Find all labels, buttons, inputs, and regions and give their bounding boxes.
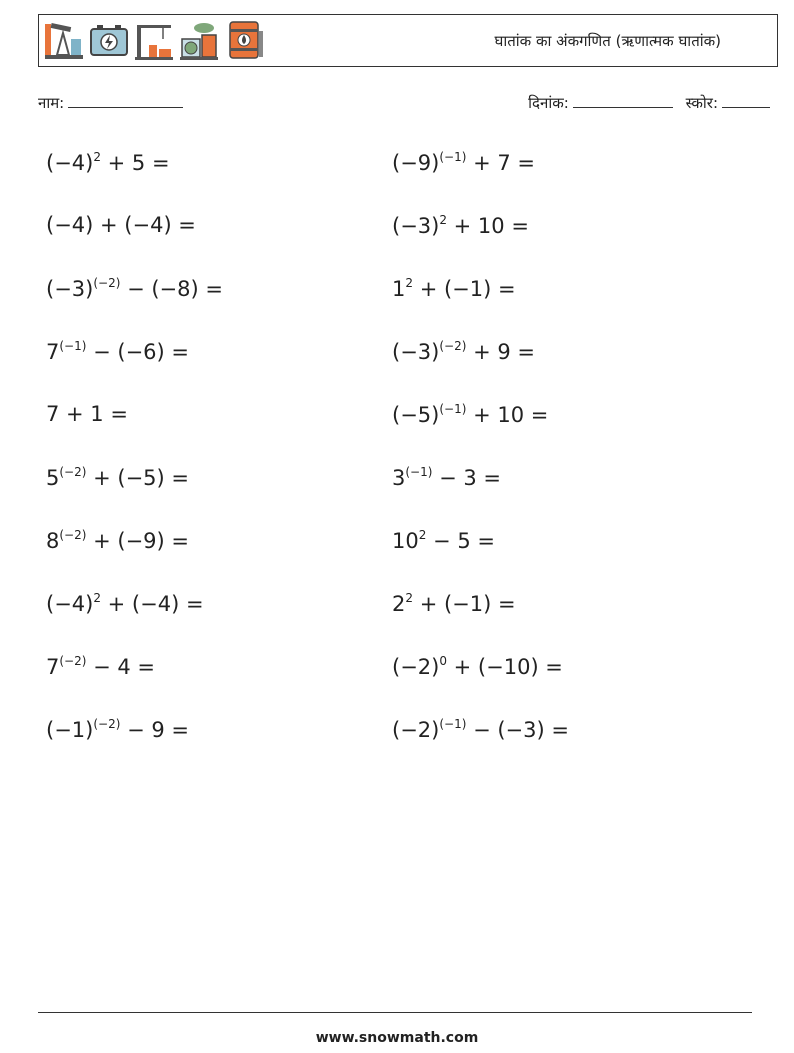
problem-rest: + 10 = xyxy=(446,214,529,238)
problem-base: (−4) xyxy=(46,151,94,175)
date-score-fields xyxy=(528,93,770,113)
problem-rest: − (−8) = xyxy=(120,277,223,301)
battery-icon xyxy=(88,19,130,61)
problem-exponent: 2 xyxy=(93,591,101,605)
problem-item xyxy=(46,717,189,742)
footer-url: www.snowmath.com xyxy=(315,1030,479,1046)
problem-exponent: (−2) xyxy=(59,654,87,668)
problem-exponent: (−2) xyxy=(59,465,87,479)
score-blank[interactable] xyxy=(722,93,770,108)
problem-base: 7 + 1 = xyxy=(46,402,128,426)
problem-item xyxy=(392,654,563,679)
problem-exponent: 2 xyxy=(418,528,427,542)
problem-rest: + (−5) = xyxy=(86,466,189,490)
problem-rest: + 10 = xyxy=(466,403,549,427)
problem-item xyxy=(46,465,189,490)
factory-icon xyxy=(178,19,220,61)
header-icons xyxy=(43,19,265,61)
problem-item xyxy=(46,591,204,616)
problem-item xyxy=(392,465,501,490)
problem-exponent: (−1) xyxy=(439,717,467,731)
problem-rest: − 4 = xyxy=(86,655,156,679)
problem-base: (−2) xyxy=(392,718,440,742)
crane-icon xyxy=(133,19,175,61)
problem-base: (−4) + (−4) = xyxy=(46,213,196,237)
problem-exponent: 2 xyxy=(439,213,447,227)
problem-base: 8 xyxy=(46,529,60,553)
problem-base: 10 xyxy=(392,529,419,553)
problem-base: 1 xyxy=(392,277,406,301)
problem-item xyxy=(46,654,155,679)
problem-item xyxy=(392,528,495,553)
problem-base: (−2) xyxy=(392,655,440,679)
problem-exponent: (−2) xyxy=(59,528,87,542)
problem-rest: + (−1) = xyxy=(413,277,516,301)
name-label: नाम: xyxy=(38,94,65,112)
problem-item xyxy=(392,150,535,175)
problem-item xyxy=(46,402,128,426)
problem-exponent: (−2) xyxy=(93,276,121,290)
problem-rest: − 9 = xyxy=(120,718,189,742)
problem-rest: + 7 = xyxy=(466,151,535,175)
problem-exponent: (−1) xyxy=(439,402,467,416)
problem-rest: − 3 = xyxy=(432,466,502,490)
score-label: स्कोर: xyxy=(685,94,718,112)
problem-rest: + (−4) = xyxy=(100,592,204,616)
date-blank[interactable] xyxy=(573,93,673,108)
problem-base: (−9) xyxy=(392,151,440,175)
problem-base: (−1) xyxy=(46,718,94,742)
problem-exponent: (−1) xyxy=(405,465,433,479)
problem-exponent: 2 xyxy=(93,150,101,164)
problem-exponent: (−1) xyxy=(59,339,87,353)
problem-item xyxy=(46,528,189,553)
problem-base: (−5) xyxy=(392,403,440,427)
problem-base: 7 xyxy=(46,340,60,364)
problem-item xyxy=(46,339,189,364)
problem-base: (−4) xyxy=(46,592,94,616)
problem-item xyxy=(392,717,569,742)
problem-item xyxy=(392,591,516,616)
footer-divider xyxy=(38,1012,752,1013)
problem-base: (−3) xyxy=(392,214,440,238)
problem-item xyxy=(392,276,516,301)
problem-base: 7 xyxy=(46,655,60,679)
date-label: दिनांक: xyxy=(528,94,569,112)
problem-exponent: (−1) xyxy=(439,150,467,164)
problem-rest: + (−9) = xyxy=(86,529,189,553)
problem-rest: − 5 = xyxy=(426,529,495,553)
problem-exponent: (−2) xyxy=(439,339,467,353)
problem-exponent: (−2) xyxy=(93,717,121,731)
problem-item xyxy=(392,339,535,364)
problem-rest: − (−3) = xyxy=(466,718,569,742)
problem-rest: + 5 = xyxy=(100,151,170,175)
problem-rest: + 9 = xyxy=(466,340,535,364)
problem-rest: − (−6) = xyxy=(86,340,189,364)
problem-base: (−3) xyxy=(392,340,440,364)
problem-rest: + (−1) = xyxy=(413,592,516,616)
problem-item xyxy=(46,213,196,237)
problem-base: 2 xyxy=(392,592,406,616)
problem-base: 3 xyxy=(392,466,406,490)
problem-exponent: 0 xyxy=(439,654,447,668)
problem-item xyxy=(46,150,170,175)
problem-base: (−3) xyxy=(46,277,94,301)
worksheet-title: घातांक का अंकगणित (ऋणात्मक घातांक) xyxy=(494,32,721,50)
name-field xyxy=(38,93,183,113)
problem-item xyxy=(392,213,529,238)
problem-item xyxy=(46,276,223,301)
problem-rest: + (−10) = xyxy=(446,655,563,679)
problem-item xyxy=(392,402,548,427)
header-box xyxy=(38,14,778,67)
problem-exponent: 2 xyxy=(405,276,414,290)
problem-exponent: 2 xyxy=(405,591,414,605)
oil-barrel-icon xyxy=(223,19,265,61)
problem-base: 5 xyxy=(46,466,60,490)
name-blank[interactable] xyxy=(68,93,183,108)
oil-pump-icon xyxy=(43,19,85,61)
